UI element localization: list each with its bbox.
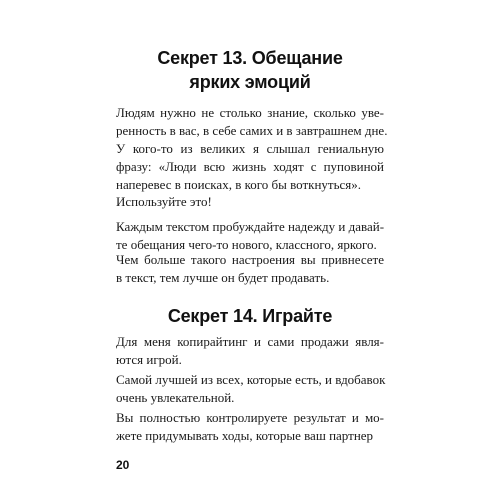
book-page <box>116 0 388 500</box>
section-13-title-line-1: Секрет 13. Обещание <box>157 48 343 68</box>
text-line: наперевес в поисках, в кого бы воткнуться». <box>116 177 362 192</box>
paragraph <box>116 251 384 287</box>
paragraph <box>116 218 384 254</box>
text-line: У кого-то из великих я слышал гениальную <box>116 141 384 156</box>
text-line: ренность в вас, в себе самих и в завтрашнем дне. <box>116 123 388 138</box>
text-line: очень увлекательной. <box>116 390 235 405</box>
section-14-heading <box>116 304 384 328</box>
section-13-heading <box>116 46 384 94</box>
text-line: те обещания чего-то нового, классного, яркого. <box>116 237 377 252</box>
text-line: жете придумывать ходы, которые ваш партнер <box>116 428 374 443</box>
text-line: ются игрой. <box>116 352 182 367</box>
text-line: Людям нужно не столько знание, сколько уве- <box>116 105 384 120</box>
text-line: Используйте это! <box>116 194 212 209</box>
paragraph <box>116 104 388 194</box>
text-line: Для меня копирайтинг и сами продажи явля- <box>116 334 384 349</box>
text-line: в текст, тем лучше он будет продавать. <box>116 270 330 285</box>
text-line: Самой лучшей из всех, которые есть, и вдобавок <box>116 372 386 387</box>
paragraph <box>116 193 384 211</box>
section-13-title-line-2: ярких эмоций <box>189 72 311 92</box>
paragraph <box>116 371 384 407</box>
text-line: Чем больше такого настроения вы привнесете <box>116 252 384 267</box>
text-line: фразу: «Люди всю жизнь ходят с пуповиной <box>116 159 384 174</box>
paragraph <box>116 409 384 445</box>
text-line: Каждым текстом пробуждайте надежду и давай- <box>116 219 385 234</box>
paragraph <box>116 333 384 369</box>
page-number: 20 <box>116 458 130 472</box>
section-14-title: Секрет 14. Играйте <box>167 306 333 326</box>
text-line: Вы полностью контролируете результат и мо- <box>116 410 384 425</box>
